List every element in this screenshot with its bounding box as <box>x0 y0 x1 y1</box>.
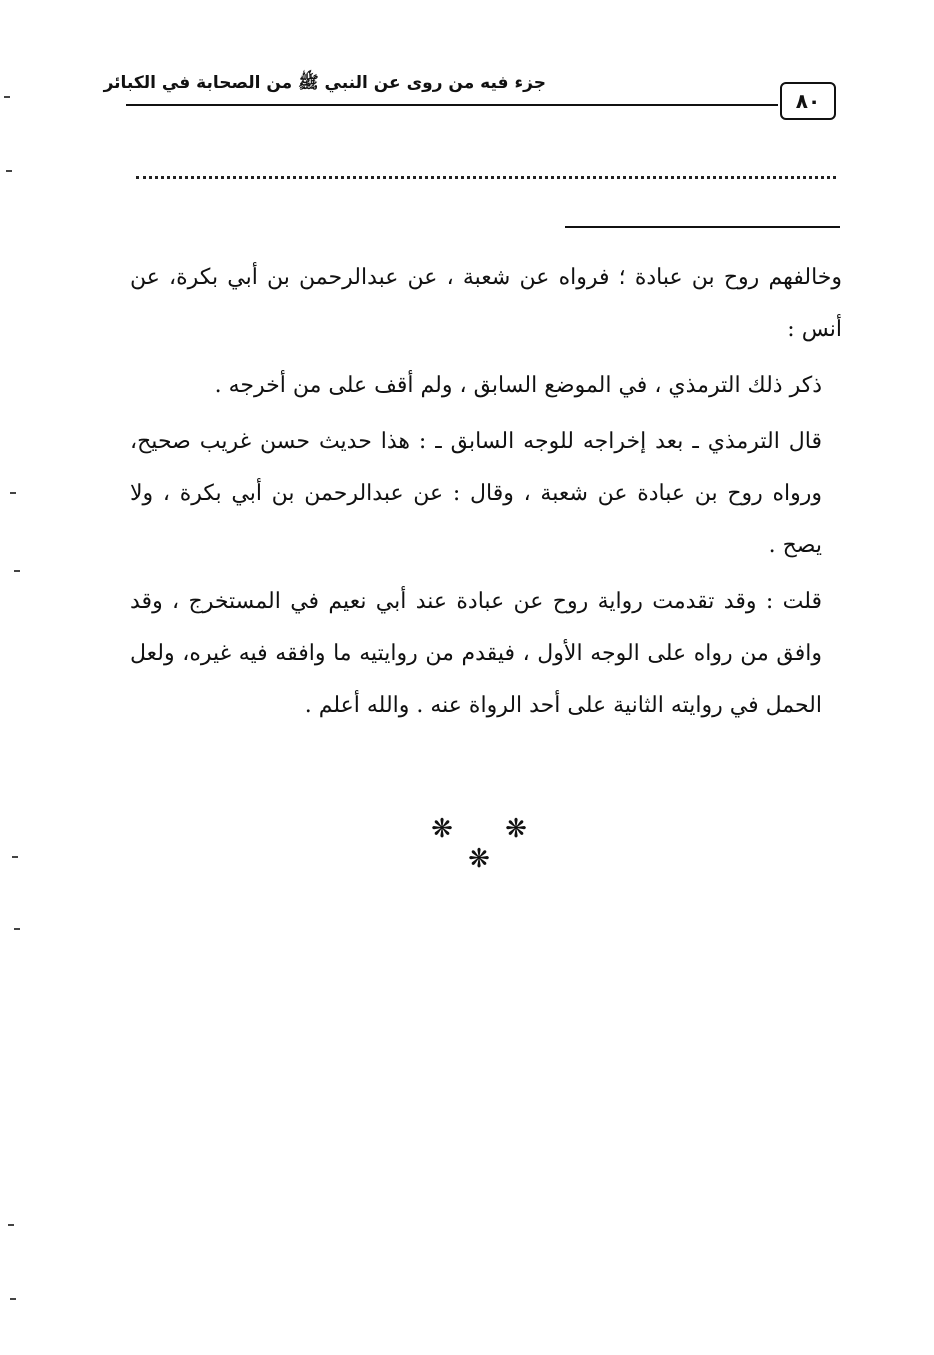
section-separator-stars: ❋ ❋ ❋ <box>431 814 549 874</box>
scan-mark <box>12 856 18 858</box>
scan-mark <box>6 170 12 172</box>
page-header <box>103 66 838 122</box>
scan-mark <box>14 928 20 930</box>
header-rule <box>126 104 778 106</box>
scan-mark <box>14 570 20 572</box>
dotted-separator <box>136 176 836 179</box>
footnote-separator-rule <box>565 226 840 228</box>
scan-mark <box>10 1298 16 1300</box>
paragraph-3: قال الترمذي ـ بعد إخراجه للوجه السابق ـ : هذا حديث حسن غريب صحيح، ورواه روح بن عبادة عن شعبة ، وقال : عن عبدالرحمن بن أبي بكرة ، ولا يصح . <box>130 429 822 558</box>
paragraph-1: وخالفهم روح بن عبادة ؛ فرواه عن شعبة ، عن عبدالرحمن بن أبي بكرة، عن أنس : <box>130 265 842 342</box>
page-number: ٨٠ <box>780 82 836 120</box>
paragraph-2: ذكر ذلك الترمذي ، في الموضع السابق ، ولم أقف على من أخرجه . <box>214 373 822 398</box>
running-title: جزء فيه من روى عن النبي ﷺ من الصحابة في الكبائر <box>103 73 546 93</box>
scan-mark <box>8 1224 14 1226</box>
scan-mark <box>4 96 10 98</box>
body-text <box>130 252 842 736</box>
scan-mark <box>10 492 16 494</box>
paragraph-4: قلت : وقد تقدمت رواية روح عن عبادة عند أبي نعيم في المستخرج ، وقد وافق من رواه على الوجه الأول ، فيقدم من روايتيه ما وافقه فيه غيره، ولعل الحمل في روايته الثانية على أحد الرواة عنه . والله أعلم . <box>130 589 822 718</box>
